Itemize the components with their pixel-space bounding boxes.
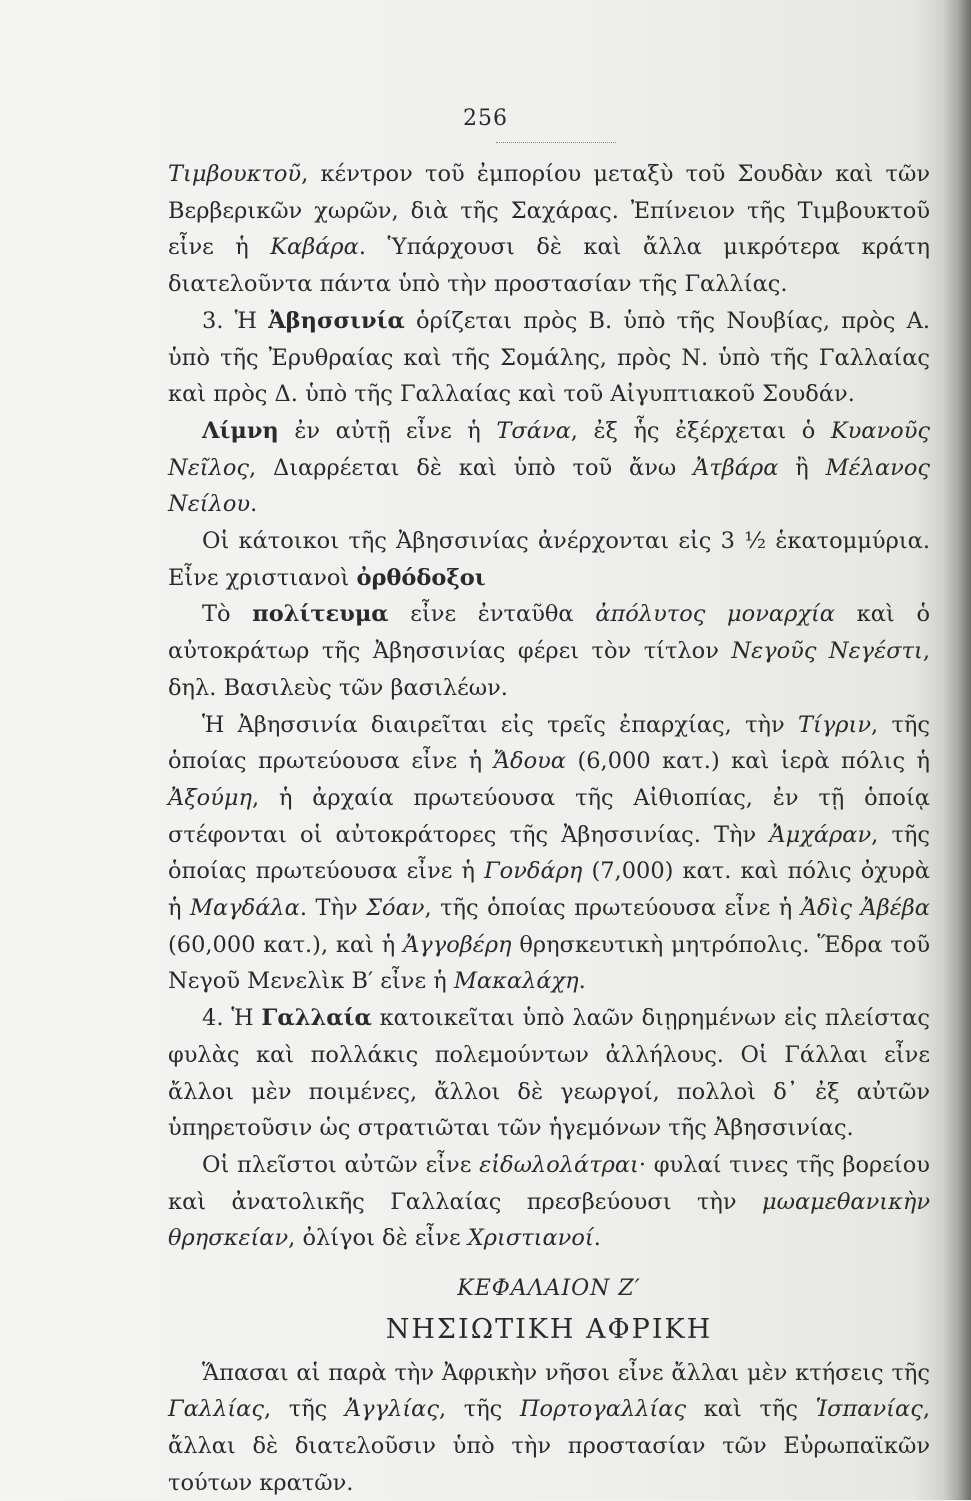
text-run: Οἱ κάτοικοι τῆς Ἀβησσινίας ἀνέρχονται εἰς 3 ½ ἑκατομμύρια. Εἶνε χριστιανοὶ — [168, 528, 930, 591]
paragraph — [168, 707, 930, 1001]
italic-term: Ἱσπανίας — [816, 1396, 923, 1422]
text-run: εἶνε ἐνταῦθα — [389, 601, 596, 627]
italic-term: Ἀδὶς Ἀβέβα — [801, 895, 930, 921]
italic-term: μωαμεθανικὴν θρησκείαν — [168, 1189, 930, 1252]
paragraph — [168, 156, 930, 303]
text-run: . — [250, 491, 257, 517]
italic-term: Νεγοῦς Νεγέστι — [731, 638, 922, 664]
chapter-heading: ΚΕΦΑΛΑΙΟΝ Ζ′ — [168, 1271, 930, 1308]
italic-term: Γαλλίας — [168, 1396, 264, 1422]
italic-term: Καβάρα — [270, 234, 359, 260]
text-run: ἐν αὐτῇ εἶνε ἡ — [279, 418, 497, 444]
text-run: Ἅπασαι αἱ παρὰ τὴν Ἀφρικὴν νῆσοι εἶνε ἄλλαι μὲν κτήσεις τῆς — [202, 1360, 930, 1386]
italic-term: Χριστιανοί — [468, 1225, 594, 1251]
italic-term: Πορτογαλλίας — [520, 1396, 686, 1422]
italic-term: Σόαν — [366, 895, 424, 921]
text-run: , τῆς ὁποίας πρωτεύουσα εἶνε ἡ — [424, 895, 800, 921]
body-text — [168, 156, 930, 1501]
italic-term: Μακαλάχη — [454, 968, 579, 994]
text-run: . Τὴν — [300, 895, 366, 921]
text-run: , κέντρον τοῦ ἐμπορίου μεταξὺ τοῦ Σουδὰν καὶ τῶν Βερβερικῶν χωρῶν, διὰ τῆς Σαχάρας. Ἐπίνειον τῆς Τιμβουκτοῦ εἶνε ἡ — [168, 161, 930, 260]
paragraph — [168, 1000, 930, 1147]
bold-term: Γαλλαία — [261, 1005, 371, 1031]
italic-term: Τιμβουκτοῦ — [168, 161, 301, 187]
text-run: καὶ ὁ αὐτοκράτωρ τῆς Ἀβησσινίας φέρει τὸν τίτλον — [168, 601, 930, 664]
page-number-rule — [496, 142, 616, 143]
text-run: (6,000 κατ.) καὶ ἱερὰ πόλις ἡ — [566, 748, 930, 774]
text-run: θρησκευτικὴ μητρόπολις. Ἕδρα τοῦ Νεγοῦ Μενελὶκ Β′ εἶνε ἡ — [168, 932, 930, 995]
italic-term: ἀπόλυτος μοναρχία — [595, 601, 835, 627]
paragraph — [168, 303, 930, 413]
text-run: Οἱ πλεῖστοι αὐτῶν εἶνε — [202, 1152, 479, 1178]
text-run: . — [579, 968, 586, 994]
paragraph — [168, 413, 930, 523]
italic-term: Μέλανος Νείλου — [168, 455, 930, 518]
text-run: , τῆς ὁποίας πρωτεύουσα εἶνε ἡ — [168, 822, 930, 885]
bold-term: πολίτευμα — [252, 601, 388, 627]
text-run: κατοικεῖται ὑπὸ λαῶν διῃρημένων εἰς πλείστας φυλὰς καὶ πολλάκις πολεμούντων ἀλλήλους. Οἱ Γάλλαι εἶνε ἄλλοι μὲν ποιμένες, ἄλλοι δὲ γεωργοί, πολλοὶ δ᾽ ἐξ αὐτῶν ὑπηρετοῦσιν ὡς στρατιῶται τῶν ἡγεμόνων τῆς Ἀβησσινίας. — [168, 1005, 930, 1141]
text-run: , τῆς — [439, 1396, 520, 1422]
text-run: (60,000 κατ.), καὶ ἡ — [168, 932, 403, 958]
page-number: 256 — [0, 106, 971, 131]
text-run: , Διαρρέεται δὲ καὶ ὑπὸ τοῦ ἄνω — [249, 455, 693, 481]
chapter-title: ΝΗΣΙΩΤΙΚΗ ΑΦΡΙΚΗ — [168, 1312, 930, 1349]
paragraph — [168, 523, 930, 596]
text-run: ὁρίζεται πρὸς Β. ὑπὸ τῆς Νουβίας, πρὸς Α. ὑπὸ τῆς Ἐρυθραίας καὶ τῆς Σομάλης, πρὸς Ν. ὑπὸ τῆς Γαλλαίας καὶ πρὸς Δ. ὑπὸ τῆς Γαλλαίας καὶ τοῦ Αἰγυπτιακοῦ Σουδάν. — [168, 308, 930, 407]
italic-term: Κυανοῦς Νεῖλος — [168, 418, 930, 481]
text-run: Τὸ — [202, 601, 252, 627]
text-run: , τῆς — [264, 1396, 345, 1422]
italic-term: Ἄδουα — [494, 748, 566, 774]
text-run: , ὀλίγοι δὲ εἶνε — [288, 1225, 468, 1251]
italic-term: Ἀμχάραν — [769, 822, 871, 848]
italic-term: Γονδάρη — [484, 858, 582, 884]
text-run: Ἡ Ἀβησσινία διαιρεῖται εἰς τρεῖς ἐπαρχίας, τὴν — [202, 712, 798, 738]
text-run: , ἐξ ἧς ἐξέρχεται ὁ — [571, 418, 831, 444]
bold-term: Λίμνη — [202, 418, 279, 444]
italic-term: Τσάνα — [496, 418, 570, 444]
paragraph — [168, 596, 930, 706]
text-run: · φυλαί τινες τῆς βορείου καὶ ἀνατολικῆς Γαλλαίας πρεσβεύουσι τὴν — [168, 1152, 930, 1215]
paragraph — [168, 1355, 930, 1501]
text-run: . Ὑπάρχουσι δὲ καὶ ἄλλα μικρότερα κράτη διατελοῦντα πάντα ὑπὸ τὴν προστασίαν τῆς Γαλλίας. — [168, 234, 930, 297]
text-run: , δηλ. Βασιλεὺς τῶν βασιλέων. — [168, 638, 930, 701]
text-run: 3. Ἡ — [202, 308, 268, 334]
italic-term: Ἀγγοβέρη — [403, 932, 511, 958]
text-run: καὶ τῆς — [686, 1396, 816, 1422]
italic-term: εἰδωλολάτραι — [479, 1152, 639, 1178]
italic-term: Μαγδάλα — [190, 895, 300, 921]
text-run: , ἄλλαι δὲ διατελοῦσιν ὑπὸ τὴν προστασίαν τῶν Εὐρωπαϊκῶν τούτων κρατῶν. — [168, 1396, 930, 1495]
text-run: (7,000) κατ. καὶ πόλις ὀχυρὰ ἡ — [168, 858, 930, 921]
paragraph — [168, 1147, 930, 1257]
bold-term: Ἀβησσινία — [268, 308, 405, 334]
bold-term: ὀρθόδοξοι — [356, 565, 485, 591]
text-run: . — [594, 1225, 601, 1251]
italic-term: Τίγριν — [798, 712, 871, 738]
text-run: 4. Ἡ — [202, 1005, 261, 1031]
text-run: ἢ — [778, 455, 825, 481]
italic-term: Ἀγγλίας — [345, 1396, 439, 1422]
text-run: , τῆς ὁποίας πρωτεύουσα εἶνε ἡ — [168, 712, 930, 775]
italic-term: Ἀτβάρα — [693, 455, 778, 481]
book-spine-shadow — [943, 0, 971, 1500]
italic-term: Ἀξούμη — [168, 785, 252, 811]
text-run: , ἡ ἀρχαία πρωτεύουσα τῆς Αἰθιοπίας, ἐν τῇ ὁποίᾳ στέφονται οἱ αὐτοκράτορες τῆς Ἀβησσινίας. Τὴν — [168, 785, 930, 848]
